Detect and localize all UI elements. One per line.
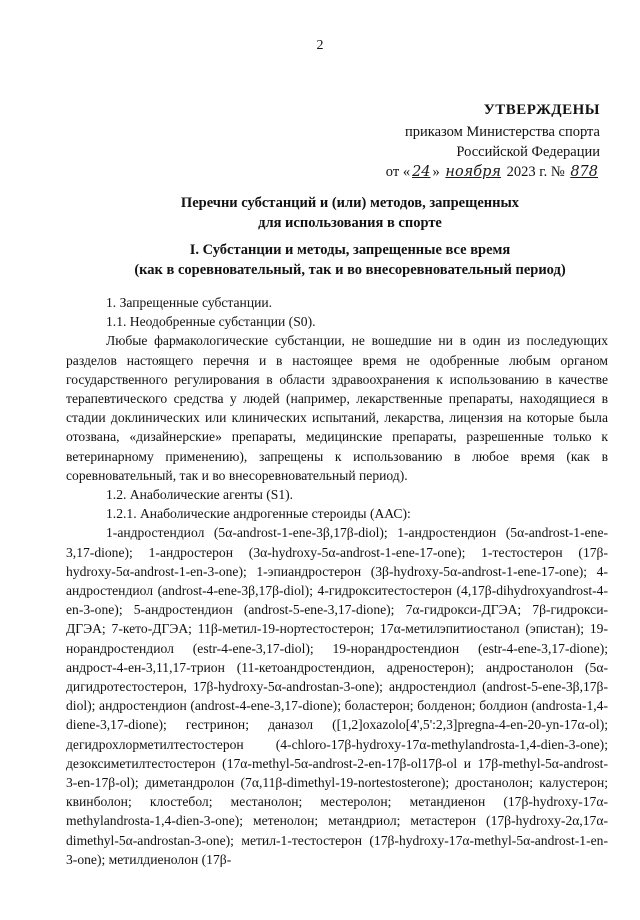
document-title-line1: Перечни субстанций и (или) методов, запрещенных (180, 195, 520, 211)
section-title-line1: I. Субстанции и методы, запрещенные все время (189, 242, 511, 258)
section-title-line2: (как в соревновательный, так и во внесоревновательный период) (134, 262, 566, 278)
document-title (60, 193, 640, 233)
date-prefix: от « (385, 164, 411, 180)
document-title-line2: для использования в спорте (258, 215, 442, 231)
approval-title: УТВЕРЖДЕНЫ (483, 102, 600, 118)
paragraph-prohibited-substances: 1. Запрещенные субстанции. (106, 295, 273, 310)
paragraph-non-approved-text: Любые фармакологические субстанции, не вошедшие ни в один из последующих разделов настоящего перечня и в настоящее время не одобренные любым органом государственного регулирования в области здравоохранения к использованию в качестве терапевтического средства у людей (например, лекарственные препараты, находящиеся в стадии доклинических или клинических испытаний, лекарства, лицензия на которые была отозвана, «дизайнерские» препараты, медицинские препараты, разрешенные только к ветеринарному применению), запрещены к использованию в любое время (как в соревновательный, так и во внесоревновательный период). (66, 333, 608, 483)
paragraph-non-approved-heading: 1.1. Неодобренные субстанции (S0). (106, 314, 316, 330)
date-year: 2023 г. № (506, 164, 565, 180)
order-number: 878 (570, 164, 598, 180)
document-body (66, 293, 608, 869)
paragraph-aas-list: 1-андростендиол (5α-androst-1-ene-3β,17β-diol); 1-андростендион (5α-androst-1-ene-3,17-dione); 1-андростерон (3α-hydroxy-5α-androst-1-ene-17-one); 1-тестостерон (17β-hydroxy-5α-androst-1-en-3-one); 1-эпиандростерон (3β-hydroxy-5α-androst-1-ene-17-one); 4-андростендиол (androst-4-ene-3β,17β-diol); 4-гидрокситестостерон (4,17β-dihydroxyandrost-4-en-3-one); 5-андростендион (androst-5-ene-3,17-dione); 7α-гидрокси-ДГЭА; 7β-гидрокси-ДГЭА; 7-кето-ДГЭА; 11β-метил-19-нортестостерон; 17α-метилэпитиостанол (эпистан); 19-норандростендиол (estr-4-ene-3,17-diol); 19-норандростендион (estr-4-ene-3,17-dione); андрост-4-ен-3,11,17-трион (11-кетоандростендион, адреностерон); андростанолон (5α-дигидротестостерон, 17β-hydroxy-5α-androstan-3-one); андростендиол (androst-5-ene-3β,17β-diol); андростендион (androst-4-ene-3,17-dione); боластерон; болденон; болдион (androsta-1,4-diene-3,17-dione); гестринон; даназол ([1,2]oxazolo[4',5':2,3]pregna-4-en-20-yn-17α-ol); дегидрохлорметилтестостерон (4-chloro-17β-hydroxy-17α-methylandrosta-1,4-dien-3-one); дезоксиметилтестостерон (17α-methyl-5α-androst-2-en-17β-ol17β-ol и 17β-methyl-5α-androst-3-en-17β-ol); диметандролон (7α,11β-dimethyl-19-nortestosterone); дростанолон; калустерон; квинболон; клостебол; местанолон; местеролон; метандиенон (17β-hydroxy-17α-methylandrosta-1,4-dien-3-one); метенолон; метандриол; метастерон (17β-hydroxy-2α,17α-dimethyl-5α-androstan-3-one); метил-1-тестостерон (17β-hydroxy-17α-methyl-5α-androst-1-en-3-one); метилдиенолон (17β- (66, 525, 608, 867)
approval-org-line1: приказом Министерства спорта (404, 124, 600, 140)
approval-date-line (360, 162, 600, 182)
date-day: 24 (412, 164, 431, 180)
approval-block (360, 100, 600, 182)
date-month: ноября (445, 164, 502, 180)
approval-org-line2: Российской Федерации (456, 144, 600, 160)
paragraph-anabolic-heading: 1.2. Анаболические агенты (S1). (106, 487, 294, 503)
section-title (60, 240, 640, 280)
date-mid: » (432, 164, 440, 180)
paragraph-aas-heading: 1.2.1. Анаболические андрогенные стероиды (ААС): (106, 506, 411, 522)
page-number: 2 (316, 38, 324, 53)
